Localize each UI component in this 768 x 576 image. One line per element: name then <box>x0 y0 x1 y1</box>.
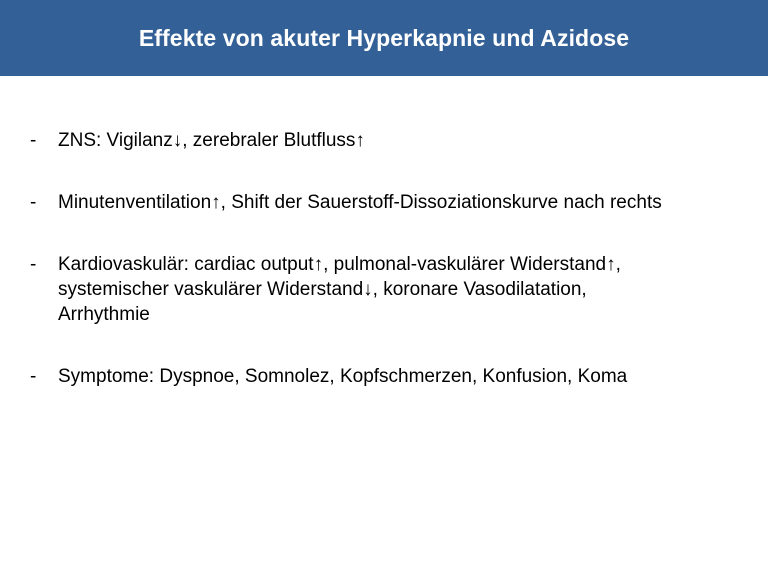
bullet-marker: - <box>30 254 37 275</box>
title-bar <box>0 0 768 76</box>
bullet-item-kardiovaskulaer <box>0 252 768 327</box>
bullet-line: Arrhythmie <box>58 304 150 325</box>
bullet-line: Kardiovaskulär: cardiac output↑, pulmonal-vaskulärer Widerstand↑, <box>58 254 621 275</box>
bullet-marker: - <box>30 130 37 151</box>
bullet-line: Symptome: Dyspnoe, Somnolez, Kopfschmerzen, Konfusion, Koma <box>58 366 628 387</box>
bullet-text <box>58 252 748 327</box>
bullet-text <box>58 190 748 215</box>
bullet-line: Minutenventilation↑, Shift der Sauerstoff-Dissoziationskurve nach rechts <box>58 192 662 213</box>
bullet-marker: - <box>30 366 37 387</box>
slide-title: Effekte von akuter Hyperkapnie und Azidose <box>138 24 630 51</box>
bullet-item-symptome <box>0 364 768 389</box>
bullet-marker: - <box>30 192 37 213</box>
bullet-line: ZNS: Vigilanz↓, zerebraler Blutfluss↑ <box>58 130 365 151</box>
bullet-text <box>58 128 748 153</box>
bullet-item-zns <box>0 128 768 153</box>
bullet-list <box>0 128 768 426</box>
bullet-line: systemischer vaskulärer Widerstand↓, koronare Vasodilatation, <box>58 279 587 300</box>
bullet-text <box>58 364 748 389</box>
bullet-item-minutenventilation <box>0 190 768 215</box>
